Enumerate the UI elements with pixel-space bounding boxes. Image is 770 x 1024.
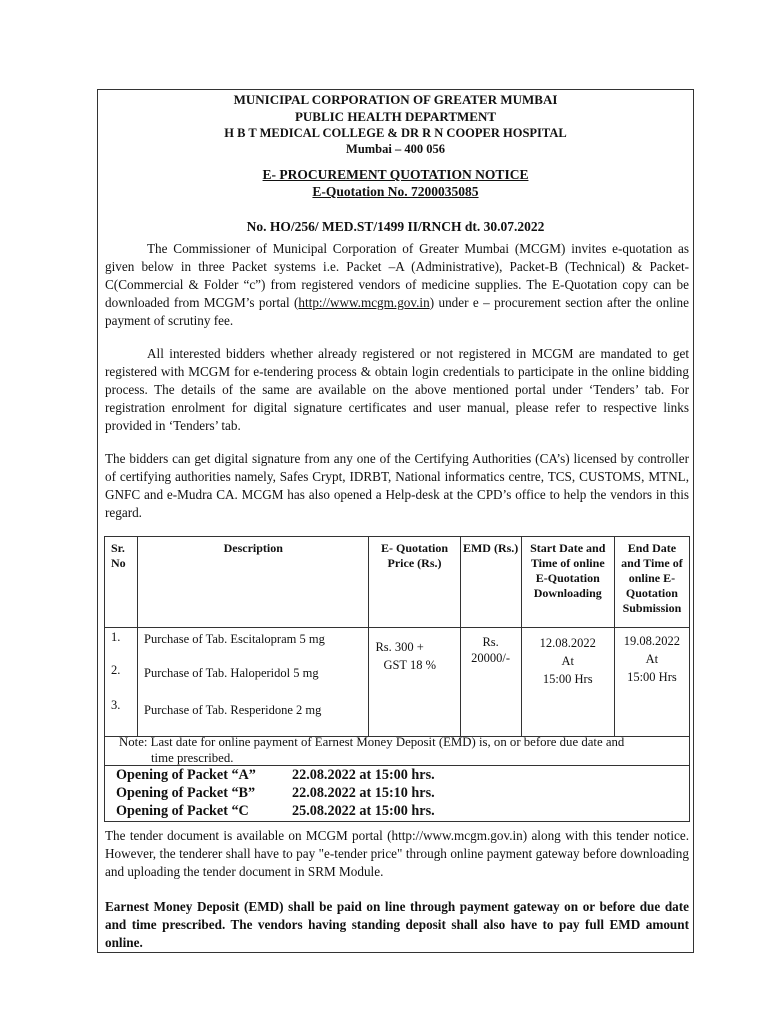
- city-pincode: Mumbai – 400 056: [346, 142, 445, 156]
- note-text: Note: Last date for online payment of Earnest Money Deposit (EMD) is, on or before due date and: [119, 735, 625, 749]
- opening-row: [116, 766, 689, 784]
- opening-label: Opening of Packet “B”: [116, 785, 256, 801]
- intro-text: The Commissioner of Municipal Corporation of Greater Mumbai (MCGM) invites e-quotation as given below in three Packet systems i.e. Packet –A (Administrative), Packet-B (Technical) & Packet-C(Commercial & Folder “c”) from registered vendors of medicine supplies. The E-Quotation copy can be downloaded from MCGM’s portal (: [105, 241, 689, 310]
- emd-note: [104, 734, 690, 766]
- quotation-number: E-Quotation No. 7200035085: [312, 184, 479, 199]
- opening-label: Opening of Packet “C: [116, 803, 249, 819]
- price-cell: [369, 628, 460, 737]
- notice-document: [97, 89, 694, 953]
- emd-payment-paragraph: Earnest Money Deposit (EMD) shall be paid on line through payment gateway on or before due date and time prescribed. The vendors having standing deposit shall also have to pay full EMD amount online.: [105, 899, 689, 950]
- end-date: 19.08.2022: [623, 634, 681, 648]
- intro-paragraph: [105, 240, 689, 330]
- table-header-row: [105, 537, 690, 628]
- packet-openings: [104, 766, 690, 822]
- price-line-2: GST 18 %: [383, 658, 436, 672]
- start-date: 12.08.2022: [539, 636, 596, 650]
- notice-title: E- PROCUREMENT QUOTATION NOTICE: [262, 167, 529, 182]
- opening-value: 22.08.2022 at 15:10 hrs.: [292, 785, 435, 801]
- reference-number: No. HO/256/ MED.ST/1499 II/RNCH dt. 30.07.2022: [246, 219, 545, 234]
- table-row: [105, 628, 690, 737]
- item-sr: 1.: [111, 630, 121, 644]
- opening-value: 22.08.2022 at 15:00 hrs.: [292, 767, 435, 783]
- item-description: Purchase of Tab. Escitalopram 5 mg: [144, 632, 325, 646]
- start-at: At: [561, 654, 574, 668]
- item-description: Purchase of Tab. Haloperidol 5 mg: [144, 666, 319, 680]
- col-header-emd: EMD (Rs.): [460, 537, 521, 628]
- start-time: 15:00 Hrs: [542, 672, 593, 686]
- department-name: PUBLIC HEALTH DEPARTMENT: [294, 109, 497, 124]
- tender-document-paragraph: The tender document is available on MCGM portal (http://www.mcgm.gov.in) along with this tender notice. However, the tenderer shall have to pay "e-tender price" through online payment gateway before downloading and uploading the tender document in SRM Module.: [105, 828, 689, 879]
- tender-table: [104, 536, 690, 737]
- registration-paragraph: All interested bidders whether already registered or not registered in MCGM are mandated to get registered with MCGM for e-tendering process & obtain login credentials to participate in the online bidding process. The details of the same are available on the above mentioned portal under ‘Tenders’ tab. For registration enrolment for digital signature certificates and user manual, please refer to respective links provided in ‘Tenders’ tab.: [105, 346, 689, 433]
- org-name: MUNICIPAL CORPORATION OF GREATER MUMBAI: [233, 92, 558, 107]
- hospital-name: H B T MEDICAL COLLEGE & DR R N COOPER HOSPITAL: [224, 126, 567, 140]
- intro-text-end: ) under e – procurement section after the online payment of scrutiny fee.: [105, 295, 689, 328]
- emd-line-1: Rs.: [482, 635, 499, 649]
- start-date-cell: [521, 628, 614, 737]
- end-at: At: [645, 652, 659, 666]
- opening-label: Opening of Packet “A”: [116, 767, 256, 783]
- digital-signature-paragraph: The bidders can get digital signature from any one of the Certifying Authorities (CA’s) licensed by controller of certifying authorities namely, Safes Crypt, IDRBT, National informatics centre, TCS, CUSTOMS, MTNL, GNFC and e-Mudra CA. MCGM has also opened a Help-desk at the CPD’s office to help the vendors in this regard.: [105, 451, 689, 520]
- opening-row: [116, 784, 689, 802]
- col-header-price: E- Quotation Price (Rs.): [369, 537, 460, 628]
- item-description: Purchase of Tab. Resperidone 2 mg: [144, 703, 322, 717]
- emd-line-2: 20000/-: [471, 651, 511, 665]
- col-header-sr: Sr. No: [105, 537, 138, 628]
- item-sr: 3.: [111, 698, 121, 712]
- col-header-end: End Date and Time of online E-Quotation Submission: [614, 537, 689, 628]
- opening-value: 25.08.2022 at 15:00 hrs.: [292, 803, 435, 819]
- mcgm-portal-link[interactable]: http://www.mcgm.gov.in: [298, 295, 430, 310]
- description-cell: [138, 628, 369, 737]
- note-text-cont: time prescribed.: [151, 751, 234, 765]
- price-line-1: Rs. 300 +: [375, 640, 424, 654]
- emd-cell: [460, 628, 521, 737]
- col-header-description: Description: [138, 537, 369, 628]
- item-sr: 2.: [111, 663, 121, 677]
- sr-cell: [105, 628, 138, 737]
- opening-row: [116, 802, 689, 820]
- end-time: 15:00 Hrs: [627, 670, 677, 684]
- end-date-cell: [614, 628, 689, 737]
- col-header-start: Start Date and Time of online E-Quotation Downloading: [521, 537, 614, 628]
